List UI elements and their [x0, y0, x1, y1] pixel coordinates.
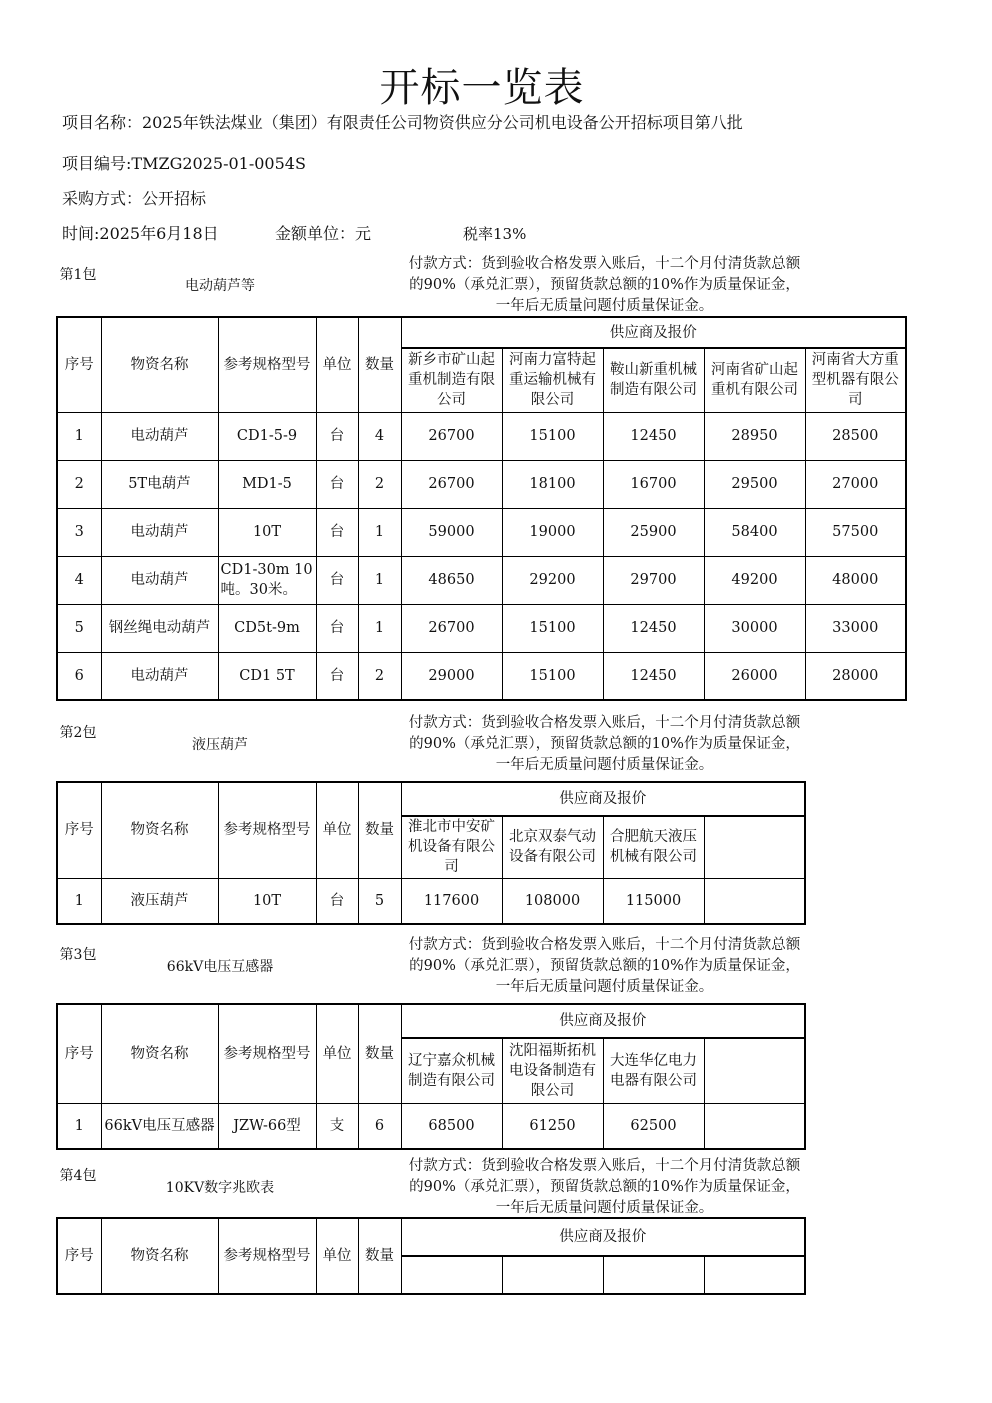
header-seq: 序号 — [57, 1218, 101, 1294]
supplier-name — [704, 1256, 805, 1294]
supplier-name: 合肥航天液压机械有限公司 — [603, 816, 704, 878]
row-seq: 6 — [57, 652, 101, 700]
row-seq: 3 — [57, 508, 101, 556]
supplier-name: 沈阳福斯拓机电设备制造有限公司 — [502, 1038, 603, 1103]
row-name: 电动葫芦 — [101, 508, 218, 556]
package-number: 第2包 — [59, 725, 97, 741]
row-qty: 5 — [358, 878, 401, 924]
row-seq: 2 — [57, 460, 101, 508]
row-seq: 5 — [57, 604, 101, 652]
row-price: 16700 — [603, 460, 704, 508]
package-number: 第3包 — [59, 947, 97, 963]
row-unit: 台 — [316, 652, 358, 700]
bid-table — [56, 1217, 806, 1295]
header-qty: 数量 — [358, 1218, 401, 1294]
package-number: 第4包 — [59, 1168, 97, 1184]
row-qty: 2 — [358, 652, 401, 700]
page-title: 开标一览表 — [379, 65, 585, 111]
row-name: 66kV电压互感器 — [101, 1103, 218, 1149]
supplier-name — [704, 816, 805, 878]
row-unit: 台 — [316, 460, 358, 508]
row-seq: 1 — [57, 878, 101, 924]
package-number: 第1包 — [59, 267, 97, 283]
row-spec: MD1-5 — [218, 460, 316, 508]
table-row — [57, 604, 906, 652]
row-price: 61250 — [502, 1103, 603, 1149]
row-price: 33000 — [805, 604, 906, 652]
header-qty: 数量 — [358, 782, 401, 878]
row-name: 电动葫芦 — [101, 652, 218, 700]
header-unit: 单位 — [316, 317, 358, 412]
row-price: 29700 — [603, 556, 704, 604]
header-qty: 数量 — [358, 317, 401, 412]
row-unit: 台 — [316, 604, 358, 652]
header-unit: 单位 — [316, 782, 358, 878]
row-price: 19000 — [502, 508, 603, 556]
row-seq: 1 — [57, 1103, 101, 1149]
row-unit: 台 — [316, 878, 358, 924]
row-spec: CD1-30m 10吨。30米。 — [218, 556, 316, 604]
header-spec: 参考规格型号 — [218, 1218, 316, 1294]
supplier-name: 河南力富特起重运输机械有限公司 — [502, 348, 603, 412]
row-price: 58400 — [704, 508, 805, 556]
row-price — [704, 1103, 805, 1149]
supplier-name: 新乡市矿山起重机制造有限公司 — [401, 348, 502, 412]
payment-terms: 付款方式：货到验收合格发票入账后，十二个月付清货款总额的90%（承兑汇票），预留货款总额的10%作为质量保证金，一年后无质量问题付质量保证金。 — [408, 256, 801, 314]
row-price: 68500 — [401, 1103, 502, 1149]
row-price: 62500 — [603, 1103, 704, 1149]
header-seq: 序号 — [57, 1004, 101, 1103]
row-price: 108000 — [502, 878, 603, 924]
table-row — [57, 652, 906, 700]
header-suppliers: 供应商及报价 — [401, 782, 805, 816]
header-seq: 序号 — [57, 782, 101, 878]
row-price: 25900 — [603, 508, 704, 556]
table-row — [57, 508, 906, 556]
header-spec: 参考规格型号 — [218, 1004, 316, 1103]
row-price: 117600 — [401, 878, 502, 924]
row-qty: 6 — [358, 1103, 401, 1149]
row-unit: 台 — [316, 556, 358, 604]
tax-rate: 税率13% — [463, 225, 527, 243]
supplier-name — [603, 1256, 704, 1294]
row-qty: 1 — [358, 508, 401, 556]
row-price: 29000 — [401, 652, 502, 700]
supplier-name: 辽宁嘉众机械制造有限公司 — [401, 1038, 502, 1103]
row-spec: 10T — [218, 878, 316, 924]
supplier-name: 大连华亿电力电器有限公司 — [603, 1038, 704, 1103]
header-spec: 参考规格型号 — [218, 317, 316, 412]
payment-terms: 付款方式：货到验收合格发票入账后，十二个月付清货款总额的90%（承兑汇票），预留货款总额的10%作为质量保证金，一年后无质量问题付质量保证金。 — [408, 937, 801, 995]
row-price: 29500 — [704, 460, 805, 508]
project-number: 项目编号:TMZG2025-01-0054S — [62, 154, 306, 173]
header-unit: 单位 — [316, 1004, 358, 1103]
header-name: 物资名称 — [101, 317, 218, 412]
bid-date: 时间:2025年6月18日 — [62, 224, 219, 243]
procurement-method: 采购方式：公开招标 — [62, 189, 207, 208]
supplier-name: 鞍山新重机械制造有限公司 — [603, 348, 704, 412]
row-price — [704, 878, 805, 924]
row-price: 28500 — [805, 412, 906, 460]
row-price: 115000 — [603, 878, 704, 924]
package-item: 66kV电压互感器 — [166, 959, 274, 975]
header-suppliers: 供应商及报价 — [401, 1218, 805, 1256]
package-item: 10KV数字兆欧表 — [165, 1180, 275, 1196]
row-seq: 1 — [57, 412, 101, 460]
package-item: 液压葫芦 — [192, 737, 248, 753]
bid-table — [56, 1003, 806, 1150]
row-price: 57500 — [805, 508, 906, 556]
bid-table — [56, 781, 806, 925]
row-unit: 台 — [316, 412, 358, 460]
row-unit: 支 — [316, 1103, 358, 1149]
row-qty: 4 — [358, 412, 401, 460]
payment-terms: 付款方式：货到验收合格发票入账后，十二个月付清货款总额的90%（承兑汇票），预留货款总额的10%作为质量保证金，一年后无质量问题付质量保证金。 — [408, 1158, 801, 1216]
row-name: 液压葫芦 — [101, 878, 218, 924]
table-row — [57, 1103, 805, 1149]
table-row — [57, 460, 906, 508]
row-price: 30000 — [704, 604, 805, 652]
header-qty: 数量 — [358, 1004, 401, 1103]
row-name: 电动葫芦 — [101, 556, 218, 604]
row-qty: 1 — [358, 556, 401, 604]
supplier-name: 河南省矿山起重机有限公司 — [704, 348, 805, 412]
row-name: 电动葫芦 — [101, 412, 218, 460]
header-seq: 序号 — [57, 317, 101, 412]
row-price: 12450 — [603, 412, 704, 460]
row-price: 29200 — [502, 556, 603, 604]
row-spec: CD1 5T — [218, 652, 316, 700]
row-spec: 10T — [218, 508, 316, 556]
supplier-name: 河南省大方重型机器有限公司 — [805, 348, 906, 412]
row-spec: CD1-5-9 — [218, 412, 316, 460]
header-name: 物资名称 — [101, 1004, 218, 1103]
supplier-name: 北京双泰气动设备有限公司 — [502, 816, 603, 878]
row-price: 15100 — [502, 652, 603, 700]
row-price: 15100 — [502, 604, 603, 652]
table-row — [57, 412, 906, 460]
bid-table — [56, 316, 907, 701]
row-seq: 4 — [57, 556, 101, 604]
row-price: 28950 — [704, 412, 805, 460]
row-name: 5T电葫芦 — [101, 460, 218, 508]
payment-terms: 付款方式：货到验收合格发票入账后，十二个月付清货款总额的90%（承兑汇票），预留货款总额的10%作为质量保证金，一年后无质量问题付质量保证金。 — [408, 715, 801, 773]
row-unit: 台 — [316, 508, 358, 556]
row-qty: 1 — [358, 604, 401, 652]
package-item: 电动葫芦等 — [185, 278, 255, 294]
row-price: 59000 — [401, 508, 502, 556]
row-price: 12450 — [603, 652, 704, 700]
row-price: 28000 — [805, 652, 906, 700]
row-price: 18100 — [502, 460, 603, 508]
supplier-name: 淮北市中安矿机设备有限公司 — [401, 816, 502, 878]
row-spec: JZW-66型 — [218, 1103, 316, 1149]
header-spec: 参考规格型号 — [218, 782, 316, 878]
row-price: 26700 — [401, 604, 502, 652]
project-name: 项目名称：2025年铁法煤业（集团）有限责任公司物资供应分公司机电设备公开招标项目第八批 — [62, 113, 743, 132]
row-price: 12450 — [603, 604, 704, 652]
row-name: 钢丝绳电动葫芦 — [101, 604, 218, 652]
header-name: 物资名称 — [101, 1218, 218, 1294]
row-price: 26700 — [401, 460, 502, 508]
header-unit: 单位 — [316, 1218, 358, 1294]
supplier-name — [502, 1256, 603, 1294]
row-price: 48000 — [805, 556, 906, 604]
header-name: 物资名称 — [101, 782, 218, 878]
row-price: 26700 — [401, 412, 502, 460]
header-suppliers: 供应商及报价 — [401, 1004, 805, 1038]
currency-unit: 金额单位：元 — [275, 224, 372, 243]
row-price: 48650 — [401, 556, 502, 604]
table-row — [57, 556, 906, 604]
row-qty: 2 — [358, 460, 401, 508]
supplier-name — [704, 1038, 805, 1103]
supplier-name — [401, 1256, 502, 1294]
row-spec: CD5t-9m — [218, 604, 316, 652]
row-price: 26000 — [704, 652, 805, 700]
row-price: 49200 — [704, 556, 805, 604]
header-suppliers: 供应商及报价 — [401, 317, 906, 348]
row-price: 27000 — [805, 460, 906, 508]
row-price: 15100 — [502, 412, 603, 460]
table-row — [57, 878, 805, 924]
